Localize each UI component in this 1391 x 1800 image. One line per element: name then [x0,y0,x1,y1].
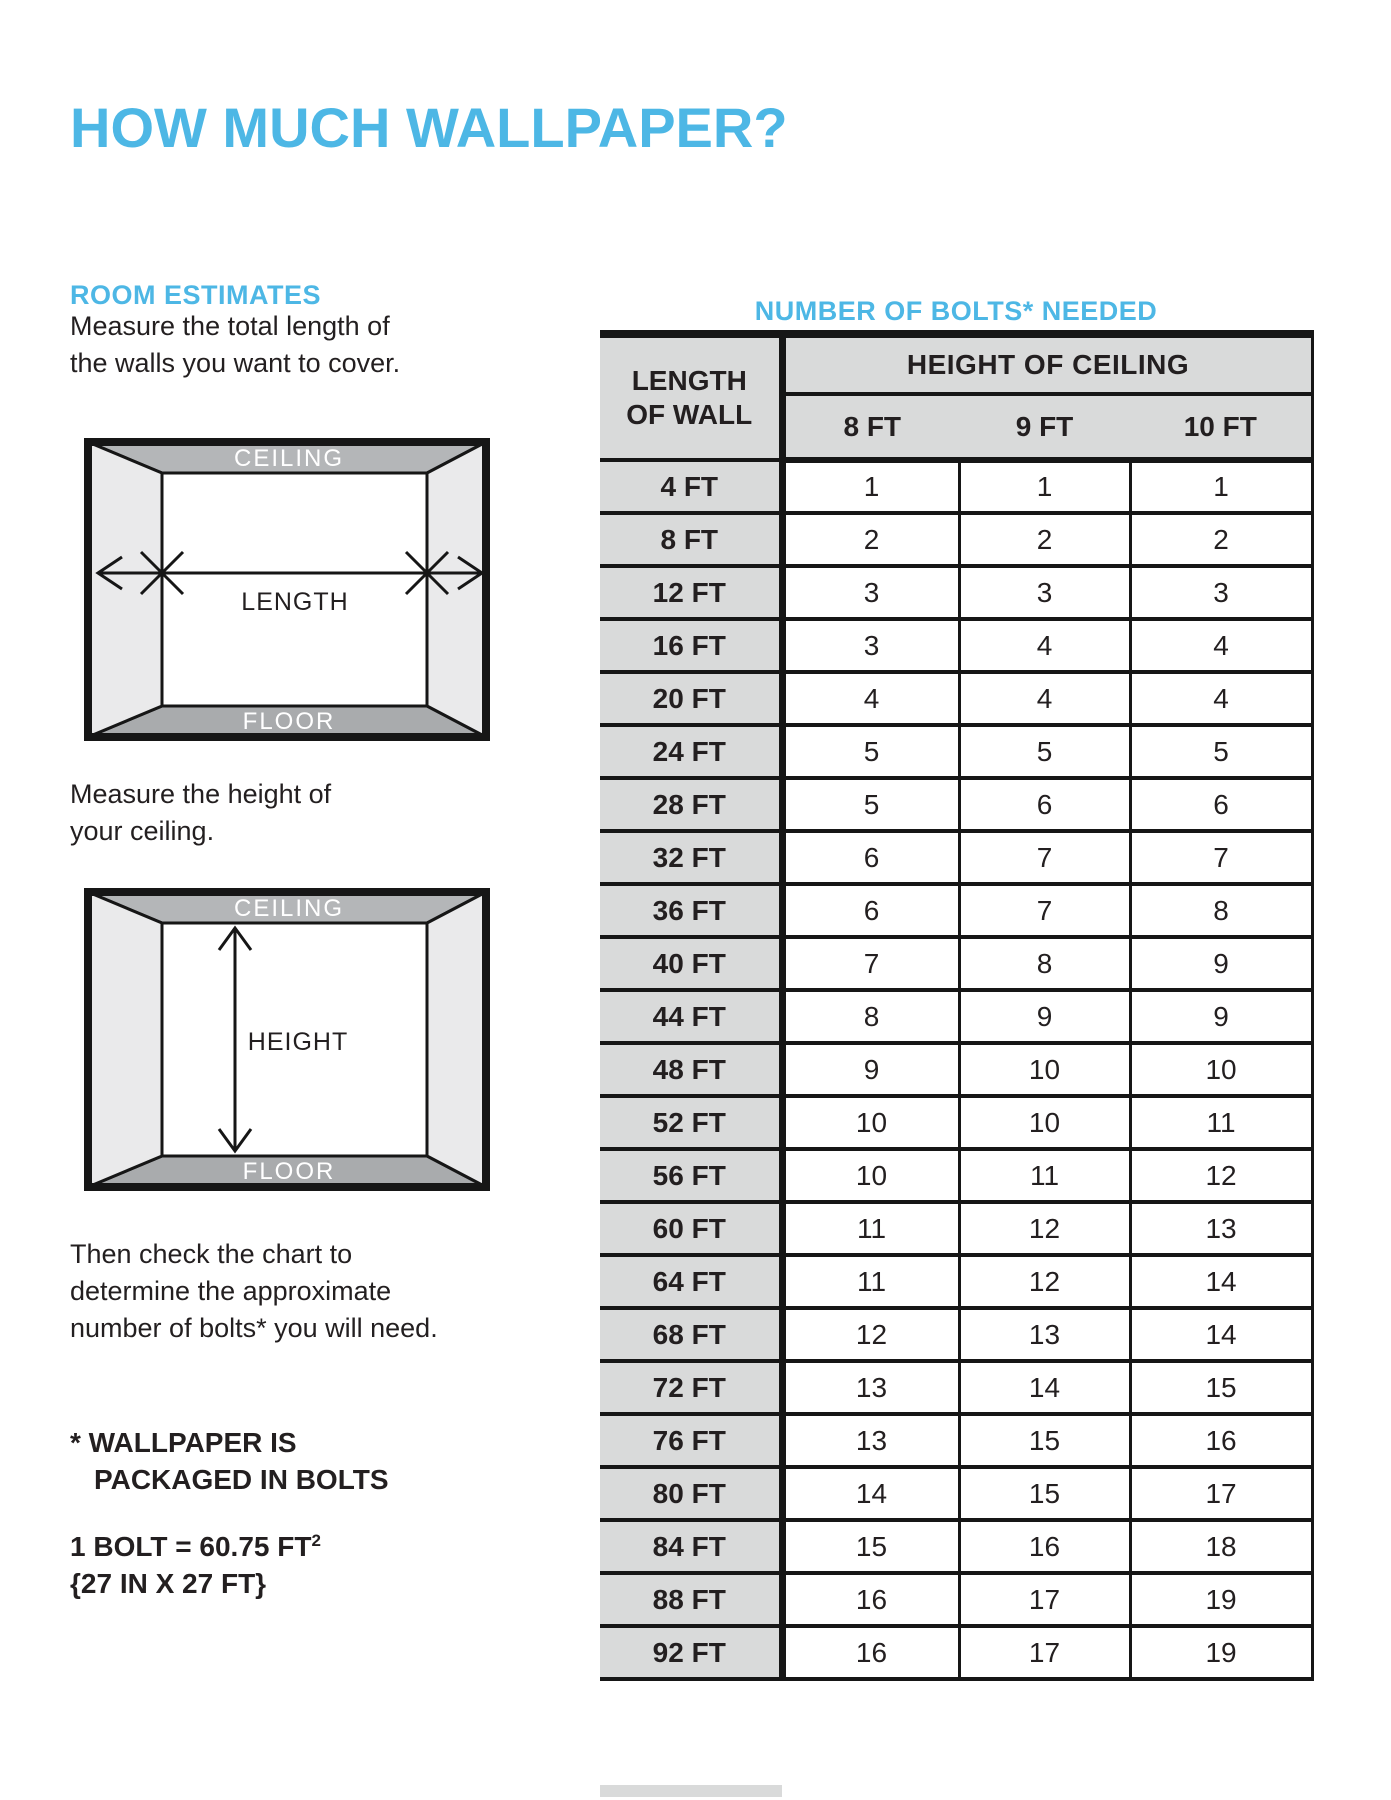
header-line: OF WALL [626,399,753,430]
wall-length-cell: 64 FT [600,1255,782,1308]
bolt-count-cell: 3 [782,619,959,672]
table-row [600,1520,1312,1573]
squared-exponent: 2 [311,1531,321,1550]
bolt-equation: 1 BOLT = 60.75 FT [70,1531,312,1562]
bolts-needed-table [600,330,1314,1681]
bolt-count-cell: 5 [1130,725,1312,778]
note-line [70,1522,321,1565]
table-row [600,990,1312,1043]
table-row [600,460,1312,513]
table-row [600,619,1312,672]
table-row [600,1626,1312,1679]
page-title: HOW MUCH WALLPAPER? [70,95,788,159]
bolt-count-cell: 7 [1130,831,1312,884]
bolt-count-cell: 19 [1130,1626,1312,1679]
room-estimates-heading: ROOM ESTIMATES [70,280,322,311]
bolt-count-cell: 6 [782,884,959,937]
table-row [600,778,1312,831]
instruction-line: the walls you want to cover. [70,348,401,378]
bolt-count-cell: 11 [1130,1096,1312,1149]
table-row [600,1467,1312,1520]
bolt-count-cell: 4 [1130,619,1312,672]
bolt-count-cell: 2 [1130,513,1312,566]
instruction-line: Then check the chart to [70,1239,353,1269]
bolt-count-cell: 11 [959,1149,1130,1202]
bolt-count-cell: 9 [1130,990,1312,1043]
wall-length-cell: 68 FT [600,1308,782,1361]
bolt-count-cell: 1 [782,460,959,513]
instruction-measure-height [70,776,331,850]
bolt-count-cell: 4 [959,619,1130,672]
bolt-size-note [70,1522,321,1602]
wall-length-cell: 92 FT [600,1626,782,1679]
bolt-count-cell: 9 [959,990,1130,1043]
bolt-count-cell: 15 [959,1467,1130,1520]
bolt-count-cell: 12 [959,1202,1130,1255]
wall-length-cell: 48 FT [600,1043,782,1096]
bolt-count-cell: 17 [1130,1467,1312,1520]
bolt-count-cell: 4 [959,672,1130,725]
bolt-count-cell: 8 [782,990,959,1043]
table-row [600,831,1312,884]
wall-length-cell: 28 FT [600,778,782,831]
table-row [600,725,1312,778]
bolt-count-cell: 1 [1130,460,1312,513]
bolt-count-cell: 13 [782,1361,959,1414]
bolt-count-cell: 8 [1130,884,1312,937]
wallpaper-packaging-note [70,1424,389,1498]
bolt-count-cell: 13 [959,1308,1130,1361]
bolt-count-cell: 3 [1130,566,1312,619]
bolt-count-cell: 9 [782,1043,959,1096]
wall-length-cell: 8 FT [600,513,782,566]
bolt-count-cell: 14 [959,1361,1130,1414]
bolt-count-cell: 14 [1130,1308,1312,1361]
bolt-count-cell: 12 [1130,1149,1312,1202]
bolt-count-cell: 14 [782,1467,959,1520]
bolt-count-cell: 17 [959,1626,1130,1679]
instruction-line: number of bolts* you will need. [70,1313,438,1343]
table-row [600,1096,1312,1149]
wall-length-cell: 20 FT [600,672,782,725]
table-cutoff-sliver [600,1785,782,1797]
bolt-count-cell: 6 [959,778,1130,831]
bolt-count-cell: 15 [782,1520,959,1573]
table-row [600,1573,1312,1626]
table-body [600,460,1312,1679]
bolt-count-cell: 10 [1130,1043,1312,1096]
bolt-count-cell: 7 [959,884,1130,937]
left-wall-surface [88,442,162,737]
table-row [600,672,1312,725]
bolt-count-cell: 14 [1130,1255,1312,1308]
right-wall-surface [427,442,486,737]
table-row [600,1414,1312,1467]
table-row [600,1202,1312,1255]
table-row [600,1255,1312,1308]
ceiling-label: CEILING [233,445,345,472]
table-row [600,937,1312,990]
wall-length-cell: 84 FT [600,1520,782,1573]
bolt-count-cell: 2 [782,513,959,566]
bolt-count-cell: 5 [782,725,959,778]
instruction-line: your ceiling. [70,816,215,846]
bolt-count-cell: 10 [959,1043,1130,1096]
bolt-count-cell: 2 [959,513,1130,566]
room-height-diagram [84,888,490,1191]
wall-length-cell: 76 FT [600,1414,782,1467]
column-header-9ft: 9 FT [959,394,1130,460]
table-row [600,1149,1312,1202]
table-row [600,513,1312,566]
note-line: * WALLPAPER IS [70,1427,297,1458]
column-header-8ft: 8 FT [782,394,959,460]
bolt-count-cell: 4 [782,672,959,725]
bolt-count-cell: 10 [959,1096,1130,1149]
bolt-count-cell: 10 [782,1096,959,1149]
bolt-count-cell: 19 [1130,1573,1312,1626]
bolt-count-cell: 13 [1130,1202,1312,1255]
bolt-count-cell: 6 [782,831,959,884]
wall-length-cell: 60 FT [600,1202,782,1255]
table-row [600,566,1312,619]
bolt-count-cell: 4 [1130,672,1312,725]
ceiling-label: CEILING [233,895,345,922]
bolt-count-cell: 5 [782,778,959,831]
table-row [600,1308,1312,1361]
bolt-count-cell: 18 [1130,1520,1312,1573]
table-row [600,884,1312,937]
column-header-10ft: 10 FT [1130,394,1312,460]
bolt-count-cell: 16 [959,1520,1130,1573]
bolt-count-cell: 16 [1130,1414,1312,1467]
note-line: PACKAGED IN BOLTS [94,1464,389,1495]
bolt-count-cell: 13 [782,1414,959,1467]
wall-length-cell: 4 FT [600,460,782,513]
wall-length-cell: 16 FT [600,619,782,672]
table-row [600,1043,1312,1096]
bolt-count-cell: 15 [959,1414,1130,1467]
bolt-count-cell: 7 [782,937,959,990]
wall-length-cell: 36 FT [600,884,782,937]
bolt-count-cell: 16 [782,1626,959,1679]
instruction-line: Measure the total length of [70,311,390,341]
note-line: {27 IN X 27 FT} [70,1568,267,1599]
right-wall-surface [427,892,486,1187]
height-of-ceiling-header: HEIGHT OF CEILING [782,334,1312,394]
length-of-wall-header [600,334,782,460]
instruction-line: determine the approximate [70,1276,392,1306]
wall-length-cell: 52 FT [600,1096,782,1149]
bolt-count-cell: 12 [959,1255,1130,1308]
bolt-count-cell: 3 [782,566,959,619]
bolt-count-cell: 6 [1130,778,1312,831]
wall-length-cell: 80 FT [600,1467,782,1520]
bolt-count-cell: 7 [959,831,1130,884]
wall-length-cell: 32 FT [600,831,782,884]
instruction-line: Measure the height of [70,779,332,809]
wall-length-cell: 24 FT [600,725,782,778]
bolt-count-cell: 16 [782,1573,959,1626]
floor-label: FLOOR [242,1158,336,1185]
wall-length-cell: 12 FT [600,566,782,619]
floor-label: FLOOR [242,708,336,735]
wall-length-cell: 88 FT [600,1573,782,1626]
wall-length-cell: 56 FT [600,1149,782,1202]
bolt-count-cell: 5 [959,725,1130,778]
bolt-count-cell: 10 [782,1149,959,1202]
header-line: LENGTH [631,365,747,396]
table-header-row-1 [600,334,1312,394]
bolt-count-cell: 11 [782,1202,959,1255]
wall-length-cell: 44 FT [600,990,782,1043]
bolts-table-heading: NUMBER OF BOLTS* NEEDED [754,296,1158,327]
bolt-count-cell: 8 [959,937,1130,990]
bolt-count-cell: 3 [959,566,1130,619]
left-wall-surface [88,892,162,1187]
bolt-count-cell: 17 [959,1573,1130,1626]
instruction-measure-length [70,308,400,382]
room-length-diagram [84,438,490,741]
bolt-count-cell: 1 [959,460,1130,513]
bolt-count-cell: 9 [1130,937,1312,990]
instruction-check-chart [70,1236,438,1347]
bolt-count-cell: 11 [782,1255,959,1308]
length-dimension-label: LENGTH [241,588,349,616]
wall-length-cell: 72 FT [600,1361,782,1414]
bolt-count-cell: 12 [782,1308,959,1361]
table-row [600,1361,1312,1414]
height-dimension-label: HEIGHT [247,1028,349,1056]
bolt-count-cell: 15 [1130,1361,1312,1414]
wall-length-cell: 40 FT [600,937,782,990]
